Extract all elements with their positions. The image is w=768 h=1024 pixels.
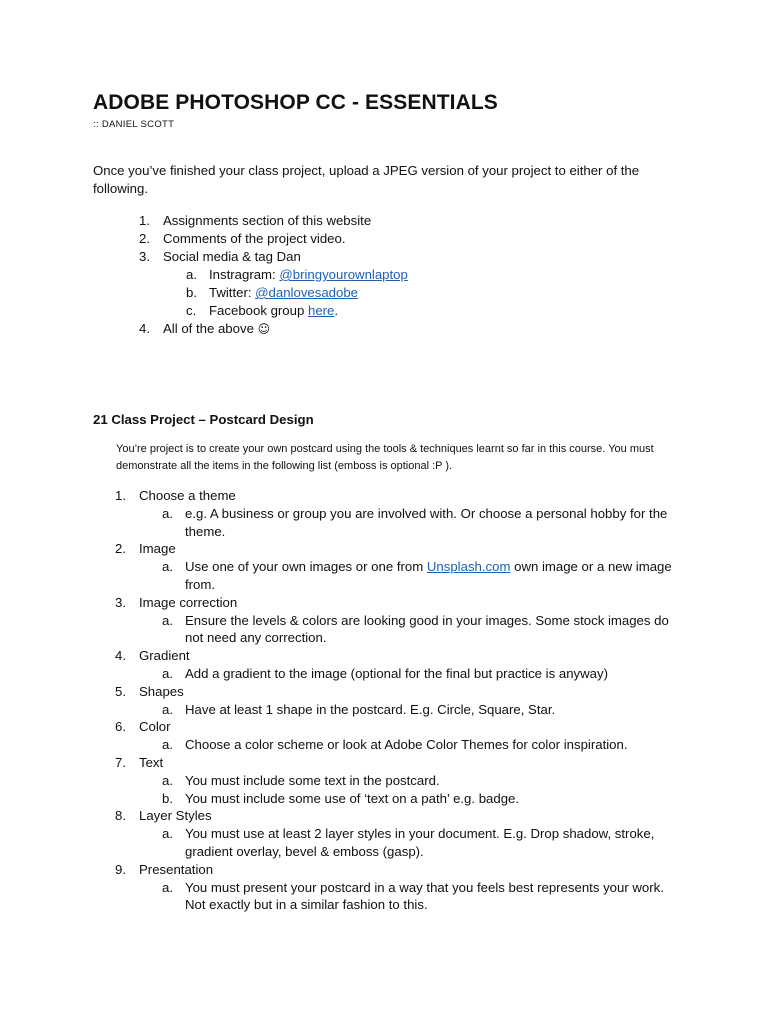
list-number: 3. xyxy=(115,594,126,610)
sublist xyxy=(139,879,678,915)
sublist-text: Ensure the levels & colors are looking good in your images. Some stock images do not need any correction. xyxy=(185,612,669,646)
sublist-letter: a. xyxy=(162,505,173,521)
sublist-text-post: own image or a new image from. xyxy=(185,559,672,592)
sublist-letter: a. xyxy=(162,879,173,895)
sublist xyxy=(139,558,678,594)
sublist-text: You must include some text in the postcard. xyxy=(185,772,440,788)
sublist-letter: a. xyxy=(162,665,173,681)
list-item-text: Comments of the project video. xyxy=(163,231,346,246)
upload-options-list xyxy=(93,212,673,338)
list-number: 3. xyxy=(139,249,150,264)
list-item-title: Image correction xyxy=(139,594,238,610)
sublist-text: Have at least 1 shape in the postcard. E.g. Circle, Square, Star. xyxy=(185,701,556,717)
sublist xyxy=(139,505,678,541)
list-number: 9. xyxy=(115,861,126,877)
sublist-text: You must use at least 2 layer styles in your document. E.g. Drop shadow, stroke, gradient overlay, bevel & emboss (gasp). xyxy=(185,826,655,859)
list-number: 4. xyxy=(139,321,150,336)
list-item-title: Image xyxy=(139,541,176,557)
sublist-text-pre: Use one of your own images or one from xyxy=(185,559,427,575)
sublist-letter: a. xyxy=(162,737,173,753)
list-number: 1. xyxy=(139,213,150,228)
sublist-item xyxy=(93,825,678,861)
sublist-item xyxy=(93,736,678,754)
list-item xyxy=(93,718,678,754)
list-number: 7. xyxy=(115,754,126,770)
sublist-item xyxy=(93,302,673,320)
sublist-text: Choose a color scheme or look at Adobe Color Themes for color inspiration. xyxy=(185,737,628,753)
document-title: ADOBE PHOTOSHOP CC - ESSENTIALS xyxy=(93,91,498,114)
list-number: 5. xyxy=(115,683,126,699)
list-item xyxy=(93,807,678,860)
sublist-item xyxy=(93,558,678,594)
sublist-label: Twitter: xyxy=(209,285,256,300)
sublist xyxy=(139,736,678,754)
sublist-letter: a. xyxy=(162,826,173,842)
facebook-group-link[interactable]: here xyxy=(307,303,335,318)
list-item-title: Text xyxy=(139,754,164,770)
sublist-item xyxy=(93,701,678,719)
list-number: 4. xyxy=(115,648,126,664)
list-item xyxy=(93,248,673,320)
sublist xyxy=(139,825,678,861)
sublist-text: e.g. A business or group you are involved with. Or choose a personal hobby for the theme. xyxy=(185,505,668,539)
list-item-title: Presentation xyxy=(139,861,214,877)
smiley-icon: ☺ xyxy=(257,322,271,336)
list-number: 1. xyxy=(115,488,126,503)
unsplash-link[interactable]: Unsplash.com xyxy=(426,559,511,575)
list-item xyxy=(93,647,678,683)
sublist xyxy=(139,612,678,648)
list-item xyxy=(93,320,673,338)
list-item-title: Layer Styles xyxy=(139,808,212,824)
sublist-label: Facebook group xyxy=(209,303,308,318)
sublist-letter: a. xyxy=(162,772,173,788)
list-item xyxy=(93,212,673,230)
project-heading: 21 Class Project – Postcard Design xyxy=(93,412,314,427)
sublist-letter: c. xyxy=(186,303,197,318)
intro-paragraph: Once you’ve finished your class project, upload a JPEG version of your project to either of the following. xyxy=(93,163,640,196)
list-item xyxy=(93,594,678,647)
list-item-text: Assignments section of this website xyxy=(163,213,372,228)
sublist-item xyxy=(93,284,673,302)
list-number: 2. xyxy=(115,541,126,557)
sublist-item xyxy=(93,612,678,648)
sublist-letter: a. xyxy=(162,701,173,717)
sublist-item xyxy=(93,790,678,808)
list-item-text: Social media & tag Dan xyxy=(163,249,301,264)
sublist-label: Instragram: xyxy=(209,267,280,282)
list-item-title: Color xyxy=(139,719,171,735)
list-number: 6. xyxy=(115,719,126,735)
list-number: 8. xyxy=(115,808,126,824)
sublist-item xyxy=(93,505,678,541)
instagram-link[interactable]: @bringyourownlaptop xyxy=(279,267,408,282)
list-item xyxy=(93,683,678,719)
list-item xyxy=(93,861,678,914)
list-item xyxy=(93,754,678,807)
sublist-suffix: . xyxy=(334,303,339,318)
list-item-text: All of the above xyxy=(163,321,254,336)
list-item-title: Gradient xyxy=(139,648,190,664)
sublist-text: Add a gradient to the image (optional for the final but practice is anyway) xyxy=(185,665,608,681)
sublist-item xyxy=(93,772,678,790)
list-item xyxy=(93,230,673,248)
sublist xyxy=(139,665,678,683)
list-item-title: Shapes xyxy=(139,683,184,699)
sublist-letter: b. xyxy=(186,285,197,300)
list-number: 2. xyxy=(139,231,150,246)
sublist-letter: a. xyxy=(162,612,173,628)
author-line: :: DANIEL SCOTT xyxy=(93,119,175,130)
sublist-item xyxy=(93,665,678,683)
requirements-list xyxy=(93,487,678,914)
twitter-link[interactable]: @danlovesadobe xyxy=(255,285,359,300)
sublist xyxy=(139,772,678,808)
project-description: You’re project is to create your own postcard using the tools & techniques learnt so far in this course. You must demonstrate all the items in the following list (emboss is optional :P ). xyxy=(116,443,654,472)
sublist-letter: b. xyxy=(162,790,173,806)
sublist xyxy=(139,701,678,719)
social-media-sublist xyxy=(163,266,673,320)
list-item-title: Choose a theme xyxy=(139,488,236,503)
sublist-item xyxy=(93,266,673,284)
sublist-text: You must include some use of ‘text on a path’ e.g. badge. xyxy=(185,790,520,806)
list-item xyxy=(93,487,678,540)
list-item xyxy=(93,540,678,593)
sublist-letter: a. xyxy=(186,267,197,282)
sublist-item xyxy=(93,879,678,915)
sublist-letter: a. xyxy=(162,559,173,575)
sublist-text: You must present your postcard in a way that you feels best represents your work. Not exactly but in a similar fashion to this. xyxy=(185,879,664,913)
